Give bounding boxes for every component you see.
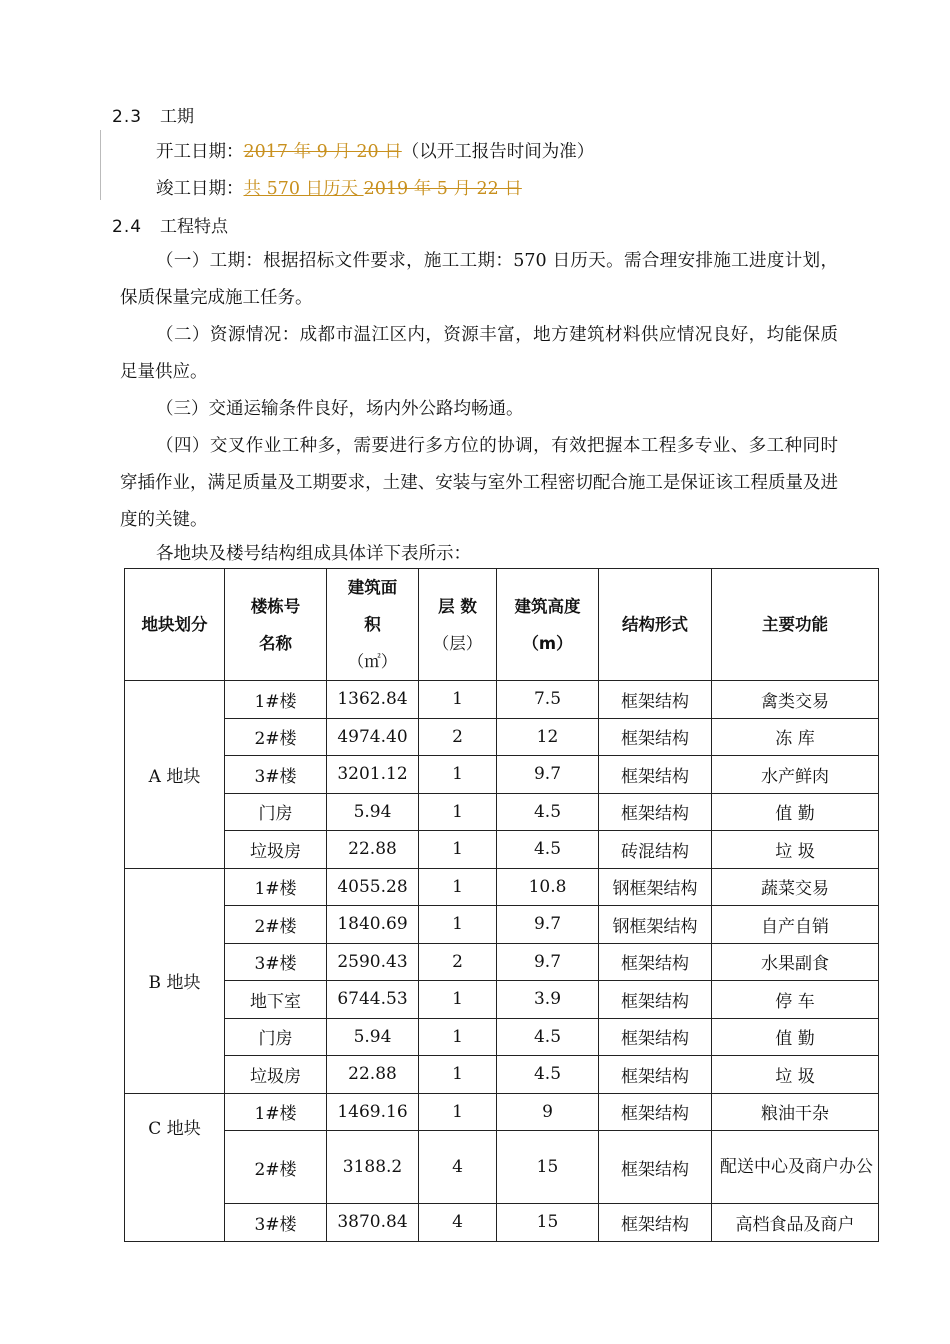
table-row [125, 831, 879, 869]
table-row [125, 981, 879, 1019]
height-cell: 15 [497, 1131, 599, 1204]
paragraph-schedule: （一）工期：根据招标文件要求，施工工期：570 日历天。需合理安排施工进度计划，保质保量完成施工任务。 [120, 251, 838, 308]
revision-change-bar [100, 130, 101, 200]
table-row [125, 1204, 879, 1242]
floors-cell: 1 [419, 1018, 497, 1056]
area-cell: 3188.2 [327, 1131, 419, 1204]
building-cell: 1#楼 [225, 868, 327, 906]
building-cell: 垃圾房 [225, 1056, 327, 1094]
floors-cell: 1 [419, 981, 497, 1019]
height-cell: 9.7 [497, 906, 599, 944]
height-cell: 3.9 [497, 981, 599, 1019]
height-cell: 9 [497, 1093, 599, 1131]
function-cell: 配送中心及商户办公 [712, 1131, 879, 1204]
table-row [125, 718, 879, 756]
table-row [125, 681, 879, 719]
function-cell: 停 车 [712, 981, 879, 1019]
floors-cell: 1 [419, 868, 497, 906]
height-cell: 12 [497, 718, 599, 756]
structure-cell: 框架结构 [599, 1093, 712, 1131]
section-number: 2.4 [112, 217, 143, 237]
structure-cell: 框架结构 [599, 718, 712, 756]
table-row [125, 868, 879, 906]
table-row [125, 1093, 879, 1131]
height-cell: 4.5 [497, 1018, 599, 1056]
section-2-4-heading [112, 212, 228, 237]
function-cell: 自产自销 [712, 906, 879, 944]
structure-cell: 钢框架结构 [599, 868, 712, 906]
start-date-label: 开工日期： [156, 142, 244, 162]
area-cell: 6744.53 [327, 981, 419, 1019]
structure-cell: 框架结构 [599, 1018, 712, 1056]
start-date-note: （以开工报告时间为准） [401, 142, 595, 162]
building-cell: 地下室 [225, 981, 327, 1019]
height-cell: 4.5 [497, 793, 599, 831]
function-cell: 值 勤 [712, 1018, 879, 1056]
finish-date-inserted: 共 570 日历天 [243, 179, 364, 199]
function-cell: 垃 圾 [712, 831, 879, 869]
floors-cell: 1 [419, 906, 497, 944]
finish-date-line [156, 175, 522, 200]
structure-cell: 钢框架结构 [599, 906, 712, 944]
building-structure-table [124, 568, 879, 1242]
area-cell: 1362.84 [327, 681, 419, 719]
section-2-3-heading [112, 102, 194, 127]
structure-cell: 砖混结构 [599, 831, 712, 869]
area-cell: 4055.28 [327, 868, 419, 906]
floors-cell: 1 [419, 1056, 497, 1094]
table-row [125, 1131, 879, 1204]
function-cell: 水果副食 [712, 943, 879, 981]
area-cell: 3201.12 [327, 756, 419, 794]
height-cell: 15 [497, 1204, 599, 1242]
table-row [125, 1018, 879, 1056]
floors-cell: 1 [419, 831, 497, 869]
area-cell: 1469.16 [327, 1093, 419, 1131]
function-cell: 值 勤 [712, 793, 879, 831]
structure-cell: 框架结构 [599, 681, 712, 719]
table-row [125, 906, 879, 944]
paragraph-transport: （三）交通运输条件良好，场内外公路均畅通。 [156, 399, 524, 419]
area-cell: 5.94 [327, 1018, 419, 1056]
height-cell: 4.5 [497, 831, 599, 869]
area-cell: 5.94 [327, 793, 419, 831]
height-cell: 9.7 [497, 756, 599, 794]
start-date-deleted: 2017 年 9 月 20 日 [243, 142, 402, 162]
building-cell: 3#楼 [225, 1204, 327, 1242]
floors-cell: 1 [419, 681, 497, 719]
building-cell: 垃圾房 [225, 831, 327, 869]
finish-date-deleted: 2019 年 5 月 22 日 [363, 179, 522, 199]
structure-cell: 框架结构 [599, 756, 712, 794]
structure-cell: 框架结构 [599, 943, 712, 981]
function-cell: 高档食品及商户 [712, 1204, 879, 1242]
table-row [125, 943, 879, 981]
plot-cell: B 地块 [125, 868, 225, 1093]
paragraph-resources: （二）资源情况：成都市温江区内，资源丰富，地方建筑材料供应情况良好，均能保质足量供应。 [120, 325, 838, 382]
floors-cell: 4 [419, 1204, 497, 1242]
building-cell: 2#楼 [225, 718, 327, 756]
height-cell: 9.7 [497, 943, 599, 981]
building-cell: 2#楼 [225, 1131, 327, 1204]
structure-cell: 框架结构 [599, 1204, 712, 1242]
function-cell: 冻 库 [712, 718, 879, 756]
finish-date-label: 竣工日期： [156, 179, 244, 199]
floors-cell: 4 [419, 1131, 497, 1204]
structure-cell: 框架结构 [599, 1056, 712, 1094]
area-cell: 2590.43 [327, 943, 419, 981]
structure-cell: 框架结构 [599, 981, 712, 1019]
building-cell: 门房 [225, 793, 327, 831]
section-number: 2.3 [112, 107, 143, 127]
height-cell: 7.5 [497, 681, 599, 719]
header-plot: 地块划分 [125, 569, 225, 681]
area-cell: 1840.69 [327, 906, 419, 944]
section-title: 工期 [160, 107, 194, 127]
section-title: 工程特点 [160, 217, 228, 237]
table-row [125, 793, 879, 831]
paragraph-cross-work: （四）交叉作业工种多，需要进行多方位的协调，有效把握本工程多专业、多工种同时穿插作业，满足质量及工期要求，土建、安装与室外工程密切配合施工是保证该工程质量及进度的关键。 [120, 436, 838, 530]
area-cell: 22.88 [327, 831, 419, 869]
floors-cell: 2 [419, 943, 497, 981]
building-cell: 门房 [225, 1018, 327, 1056]
header-function: 主要功能 [712, 569, 879, 681]
start-date-line [156, 138, 594, 163]
structure-cell: 框架结构 [599, 1131, 712, 1204]
plot-cell: A 地块 [125, 681, 225, 869]
height-cell: 10.8 [497, 868, 599, 906]
function-cell: 禽类交易 [712, 681, 879, 719]
area-cell: 3870.84 [327, 1204, 419, 1242]
function-cell: 蔬菜交易 [712, 868, 879, 906]
table-intro: 各地块及楼号结构组成具体详下表所示： [156, 544, 471, 564]
table-row [125, 1056, 879, 1094]
table-header-row [125, 569, 879, 681]
function-cell: 垃 圾 [712, 1056, 879, 1094]
header-height: 建筑高度 （m） [497, 569, 599, 681]
floors-cell: 1 [419, 1093, 497, 1131]
header-area: 建筑面 积 （㎡） [327, 569, 419, 681]
floors-cell: 2 [419, 718, 497, 756]
floors-cell: 1 [419, 756, 497, 794]
building-cell: 1#楼 [225, 1093, 327, 1131]
function-cell: 粮油干杂 [712, 1093, 879, 1131]
area-cell: 4974.40 [327, 718, 419, 756]
floors-cell: 1 [419, 793, 497, 831]
building-cell: 3#楼 [225, 943, 327, 981]
table-row [125, 756, 879, 794]
building-cell: 1#楼 [225, 681, 327, 719]
plot-cell: C 地块 [125, 1093, 225, 1241]
header-floors: 层 数 （层） [419, 569, 497, 681]
building-cell: 3#楼 [225, 756, 327, 794]
height-cell: 4.5 [497, 1056, 599, 1094]
structure-cell: 框架结构 [599, 793, 712, 831]
header-building-name: 楼栋号 名称 [225, 569, 327, 681]
building-cell: 2#楼 [225, 906, 327, 944]
area-cell: 22.88 [327, 1056, 419, 1094]
function-cell: 水产鲜肉 [712, 756, 879, 794]
header-structure: 结构形式 [599, 569, 712, 681]
